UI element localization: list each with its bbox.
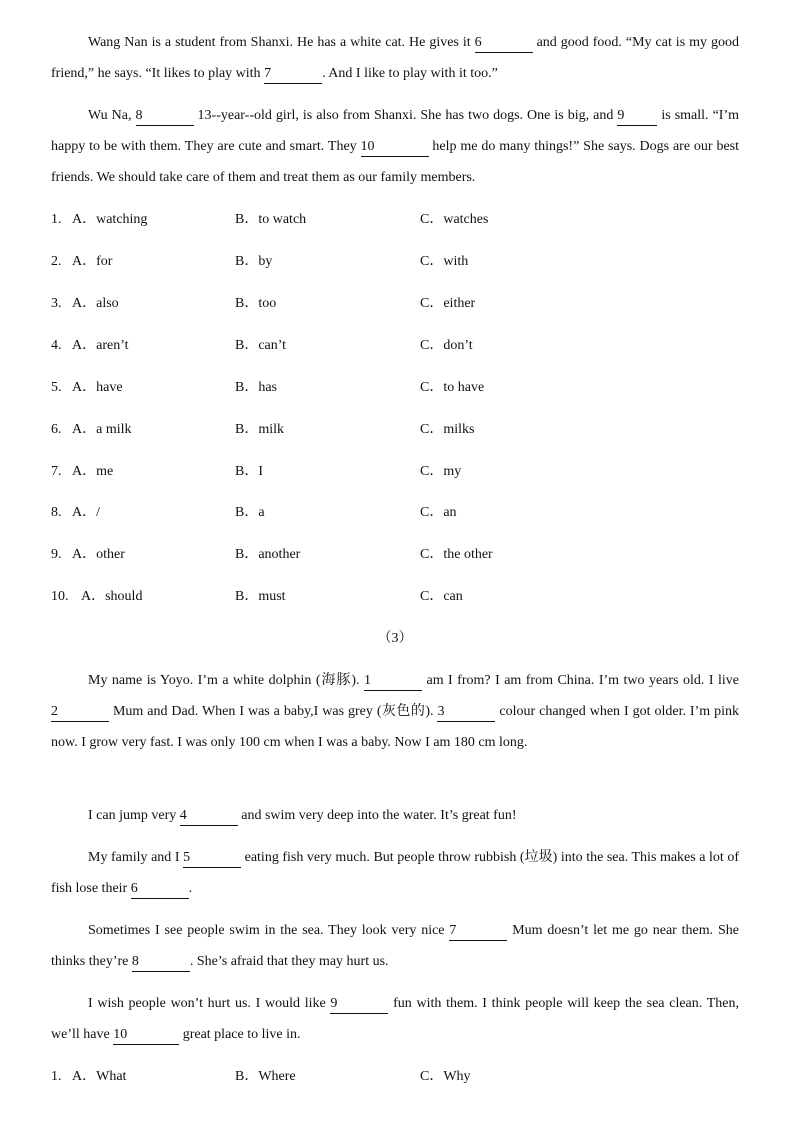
passage2-paragraph-2: Wu Na, 8 13--year--old girl, is also from Shanxi. She has two dogs. One is big, and 9 is small. “I’m happy to be with them. They are cute and smart. They 10 help me do many things!” She says. Dogs are our best friends. We should take care of them and treat them as our family members. bbox=[51, 108, 739, 185]
section-title: （3） bbox=[377, 631, 413, 646]
blank-10: 10 bbox=[361, 138, 429, 157]
blank-8: 8 bbox=[136, 107, 194, 126]
passage3-paragraph-2: I can jump very 4 and swim very deep into the water. It’s great fun! bbox=[51, 800, 739, 831]
blank-4: 4 bbox=[180, 807, 238, 826]
blank-5: 5 bbox=[183, 849, 241, 868]
blank-2: 2 bbox=[51, 703, 109, 722]
passage2-paragraph-1: Wang Nan is a student from Shanxi. He has a white cat. He gives it 6 and good food. “My cat is my good friend,” he says. “It likes to play with 7 . And I like to play with it too.” bbox=[51, 27, 739, 89]
passage3-paragraph-5: I wish people won’t hurt us. I would like 9 fun with them. I think people will keep the sea clean. Then, we’ll have 10 great place to live in. bbox=[51, 988, 739, 1050]
blank-9: 9 bbox=[330, 995, 388, 1014]
blank-8: 8 bbox=[132, 953, 190, 972]
blank-6: 6 bbox=[131, 880, 189, 899]
blank-7: 7 bbox=[264, 65, 322, 84]
passage3-paragraph-1: My name is Yoyo. I’m a white dolphin (海豚). 1 am I from? I am from China. I’m two years old. I live 2 Mum and Dad. When I was a baby,I was grey (灰色的). 3 colour changed when I got older. I’m pink now. I grow very fast. I was only 100 cm when I was a baby. Now I am 180 cm long. bbox=[51, 673, 739, 750]
blank-1: 1 bbox=[364, 672, 422, 691]
blank-7: 7 bbox=[449, 922, 507, 941]
blank-6: 6 bbox=[475, 34, 533, 53]
blank-3: 3 bbox=[437, 703, 495, 722]
passage3-paragraph-4: Sometimes I see people swim in the sea. They look very nice 7 Mum doesn’t let me go near them. She thinks they’re 8 . She’s afraid that they may hurt us. bbox=[51, 915, 739, 977]
passage3-paragraph-3: My family and I 5 eating fish very much. But people throw rubbish (垃圾) into the sea. This makes a lot of fish lose their 6 . bbox=[51, 842, 739, 904]
blank-9: 9 bbox=[617, 107, 657, 126]
blank-10: 10 bbox=[113, 1026, 179, 1045]
